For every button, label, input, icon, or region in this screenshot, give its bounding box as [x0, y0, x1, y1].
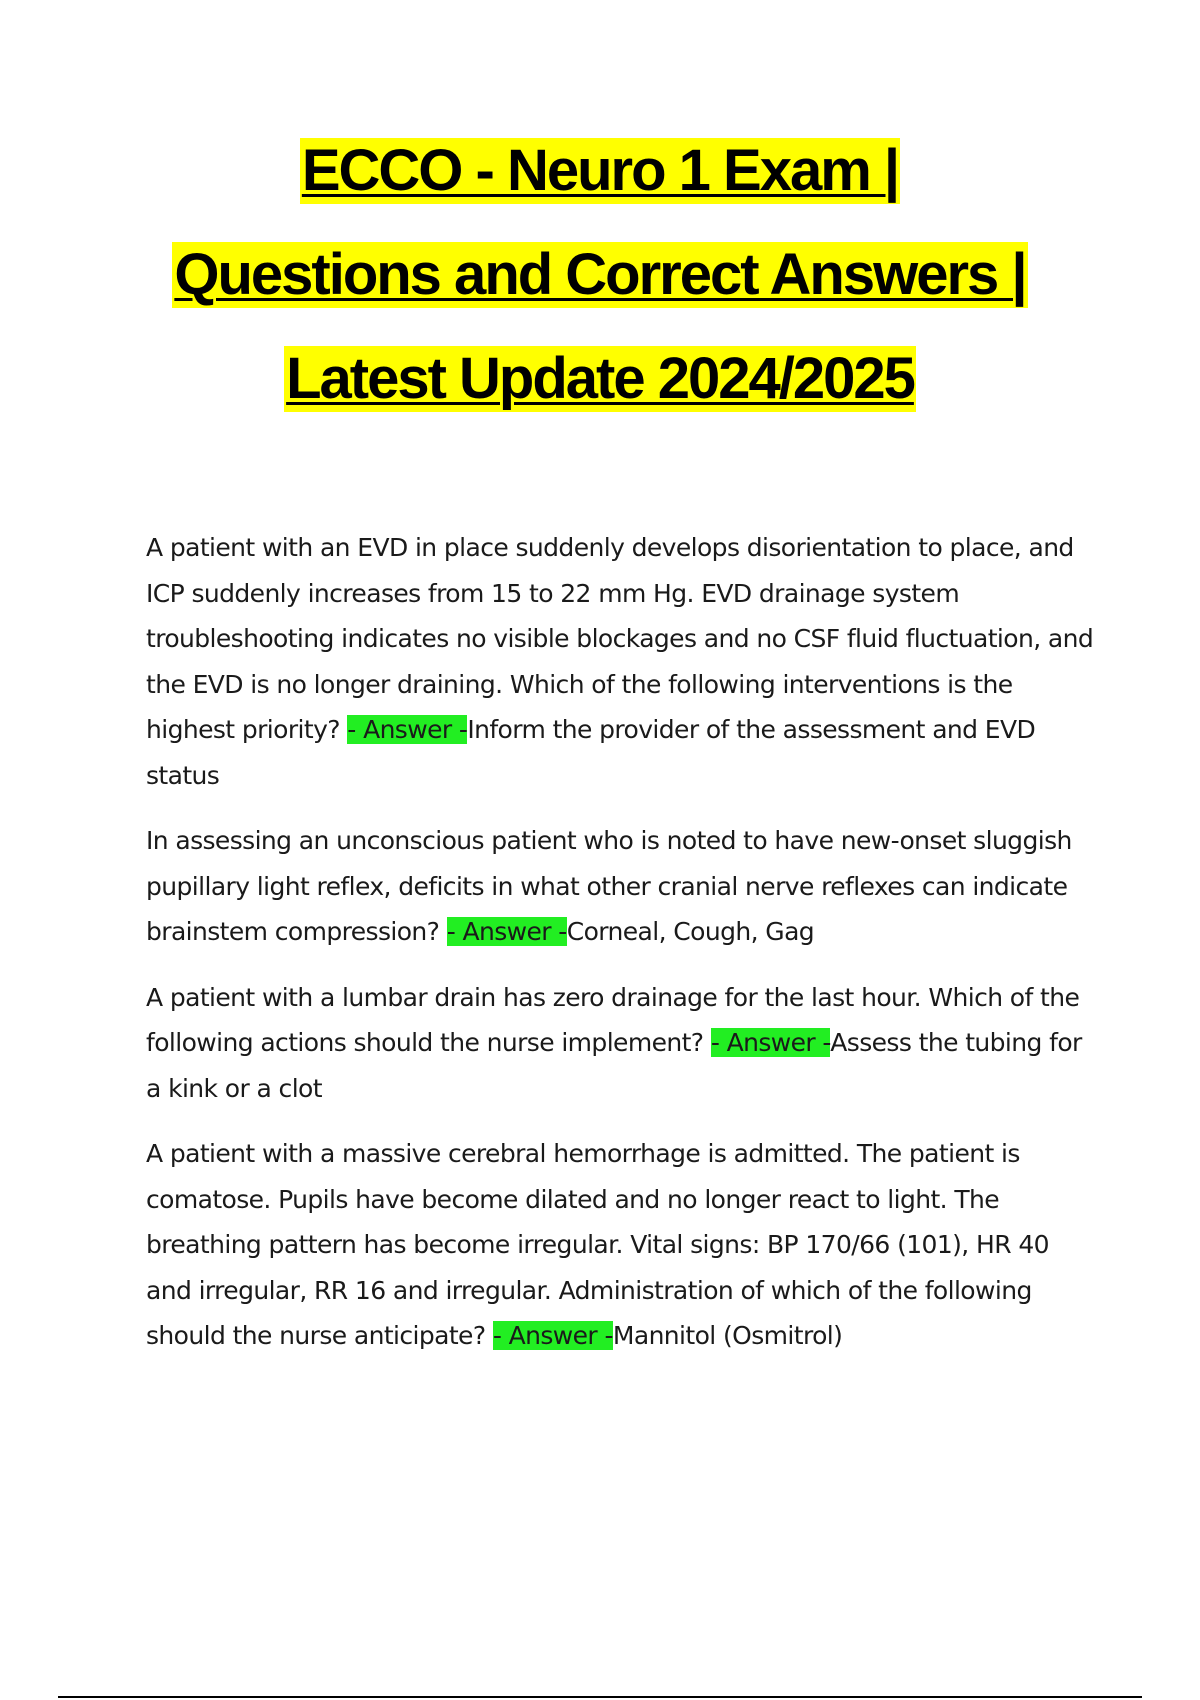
footer-divider — [58, 1696, 1142, 1698]
answer-label: - Answer - — [710, 1028, 831, 1057]
qa-item-4 — [146, 1131, 1096, 1359]
answer-label: - Answer - — [347, 715, 468, 744]
qa-item-3 — [146, 975, 1096, 1112]
answer-text: Assess the tubing for a kink or a clot — [146, 1028, 1082, 1103]
answer-text: Mannitol (Osmitrol) — [612, 1321, 843, 1350]
answer-text: Corneal, Cough, Gag — [566, 917, 815, 946]
document-title — [0, 138, 1200, 450]
question-text: A patient with a massive cerebral hemorrhage is admitted. The patient is comatose. Pupils have become dilated and no longer react to light. The breathing pattern has become irregular. Vital signs: BP 170/66 (101), HR 40 and irregular, RR 16 and irregular. Administration of which of the following should the nurse anticipate? — [146, 1139, 1049, 1350]
question-text: A patient with a lumbar drain has zero drainage for the last hour. Which of the following actions should the nurse implement? — [146, 982, 1080, 1057]
title-text-3: Latest Update 2024/2025 — [286, 346, 914, 411]
answer-text: Inform the provider of the assessment and EVD status — [146, 715, 1036, 790]
qa-item-2 — [146, 818, 1096, 955]
answer-label: - Answer - — [492, 1321, 613, 1350]
answer-label: - Answer - — [446, 917, 567, 946]
qa-list — [146, 525, 1096, 1379]
title-line-3 — [0, 346, 1200, 450]
question-text: In assessing an unconscious patient who is noted to have new-onset sluggish pupillary light reflex, deficits in what other cranial nerve reflexes can indicate brainstem compression? — [146, 826, 1072, 946]
title-line-1 — [0, 138, 1200, 242]
qa-item-1 — [146, 525, 1096, 798]
title-text-1: ECCO - Neuro 1 Exam | — [301, 138, 899, 203]
title-text-2: Questions and Correct Answers | — [174, 242, 1026, 307]
question-text: A patient with an EVD in place suddenly develops disorientation to place, and ICP suddenly increases from 15 to 22 mm Hg. EVD drainage system troubleshooting indicates no visible blockages and no CSF fluid fluctuation, and the EVD is no longer draining. Which of the following interventions is the highest priority? — [146, 533, 1094, 744]
title-line-2 — [0, 242, 1200, 346]
